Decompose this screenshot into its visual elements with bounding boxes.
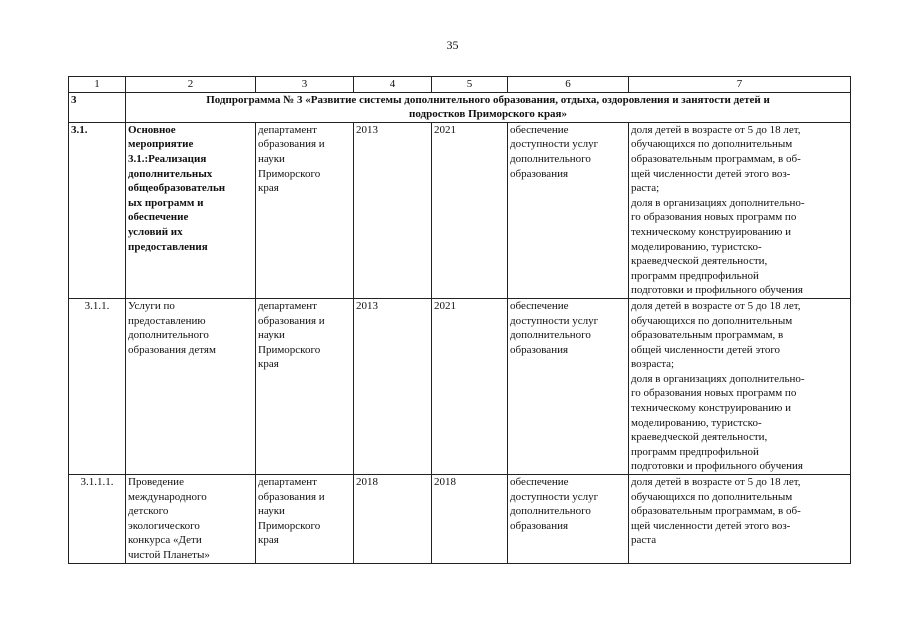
activity-name-line: условий их: [128, 225, 183, 238]
subprogram-title-line: подростков Приморского края»: [408, 108, 568, 121]
indicator-line: образовательным программам, в об-: [631, 505, 801, 518]
executor-line: науки: [258, 329, 285, 342]
activity-name-line: предоставлению: [128, 314, 206, 327]
expected-result: [508, 298, 629, 474]
end-year: 2018: [432, 475, 508, 564]
column-header: 2: [126, 77, 256, 93]
start-year: 2013: [354, 298, 432, 474]
activity-name-line: конкурса «Дети: [128, 534, 202, 547]
executor: [256, 122, 354, 298]
indicator-line: доля детей в возрасте от 5 до 18 лет,: [631, 299, 801, 312]
row-number: 3.1.: [69, 122, 126, 298]
activity-name-line: 3.1.:Реализация: [128, 152, 207, 165]
indicator-line: доля в организациях дополнительно-: [631, 196, 805, 209]
executor-line: Приморского: [258, 167, 321, 180]
indicator-line: раста: [631, 534, 657, 547]
executor-line: департамент: [258, 123, 317, 136]
indicator-line: щей численности детей этого воз-: [631, 519, 791, 532]
subprogram-title: [126, 92, 851, 122]
executor-line: образования и: [258, 138, 325, 151]
activity-name: [126, 122, 256, 298]
executor-line: Приморского: [258, 343, 321, 356]
activity-name-line: образования детям: [128, 343, 216, 356]
column-header: 3: [256, 77, 354, 93]
activity-name-line: Услуги по: [128, 299, 175, 312]
expected-result-line: обеспечение: [510, 299, 569, 312]
indicator-line: техническому конструированию и: [631, 225, 791, 238]
indicator-line: общей численности детей этого: [631, 343, 781, 356]
indicator-line: го образования новых программ по: [631, 211, 797, 224]
executor: [256, 475, 354, 564]
activity-name-line: дополнительного: [128, 329, 209, 342]
indicator-line: техническому конструированию и: [631, 402, 791, 415]
row-number: 3.1.1.: [69, 298, 126, 474]
expected-result-line: доступности услуг: [510, 314, 599, 327]
expected-result: [508, 475, 629, 564]
indicator-line: образовательным программам, в: [631, 329, 784, 342]
indicator-line: подготовки и профильного обучения: [631, 284, 803, 297]
indicator-line: краеведческой деятельности,: [631, 431, 768, 444]
expected-result-line: обеспечение: [510, 123, 569, 136]
activity-name-line: дополнительных: [128, 167, 213, 180]
indicator-line: краеведческой деятельности,: [631, 255, 768, 268]
activity-name: [126, 475, 256, 564]
activity-name-line: обеспечение: [128, 211, 189, 224]
activity-name-line: детского: [128, 505, 169, 518]
expected-result-line: дополнительного: [510, 329, 591, 342]
executor-line: края: [258, 358, 279, 371]
subprogram-row: [69, 92, 851, 122]
activity-name-line: Основное: [128, 123, 176, 136]
subprogram-title-line: Подпрограмма № 3 «Развитие системы дополнительного образования, отдыха, оздоровления и занятости детей и: [206, 93, 770, 106]
column-header-row: [69, 77, 851, 93]
expected-result-line: образования: [510, 343, 569, 356]
indicator-line: го образования новых программ по: [631, 387, 797, 400]
indicator-line: образовательным программам, в об-: [631, 152, 801, 165]
indicators: [629, 298, 851, 474]
indicator-line: возраста;: [631, 358, 675, 371]
indicator-line: обучающихся по дополнительным: [631, 138, 793, 151]
activity-name-line: Проведение: [128, 476, 184, 489]
table-row: [69, 298, 851, 474]
indicator-line: программ предпрофильной: [631, 269, 759, 282]
activity-name-line: общеобразовательн: [128, 182, 226, 195]
executor-line: образования и: [258, 490, 325, 503]
executor-line: Приморского: [258, 519, 321, 532]
activity-name-line: международного: [128, 490, 207, 503]
executor-line: науки: [258, 505, 285, 518]
column-header: 4: [354, 77, 432, 93]
indicator-line: обучающихся по дополнительным: [631, 490, 793, 503]
expected-result-line: обеспечение: [510, 476, 569, 489]
end-year: 2021: [432, 122, 508, 298]
indicator-line: доля в организациях дополнительно-: [631, 372, 805, 385]
expected-result-line: дополнительного: [510, 152, 591, 165]
activity-name-line: мероприятие: [128, 138, 194, 151]
indicator-line: подготовки и профильного обучения: [631, 460, 803, 473]
indicator-line: щей численности детей этого воз-: [631, 167, 791, 180]
indicator-line: обучающихся по дополнительным: [631, 314, 793, 327]
expected-result: [508, 122, 629, 298]
row-number: 3.1.1.1.: [69, 475, 126, 564]
column-header: 5: [432, 77, 508, 93]
executor-line: края: [258, 182, 279, 195]
executor-line: департамент: [258, 476, 317, 489]
executor-line: образования и: [258, 314, 325, 327]
indicator-line: доля детей в возрасте от 5 до 18 лет,: [631, 476, 801, 489]
expected-result-line: доступности услуг: [510, 490, 599, 503]
subprogram-number: 3: [69, 92, 126, 122]
activity-name-line: предоставления: [128, 240, 208, 253]
expected-result-line: доступности услуг: [510, 138, 599, 151]
activity-name-line: чистой Планеты»: [128, 549, 210, 561]
activity-name-line: экологического: [128, 519, 200, 532]
executor-line: департамент: [258, 299, 317, 312]
indicators: [629, 122, 851, 298]
indicator-line: раста;: [631, 182, 660, 195]
indicators: [629, 475, 851, 564]
program-table: [68, 76, 851, 564]
column-header: 6: [508, 77, 629, 93]
expected-result-line: дополнительного: [510, 505, 591, 518]
end-year: 2021: [432, 298, 508, 474]
indicator-line: программ предпрофильной: [631, 445, 759, 458]
indicator-line: моделированию, туристско-: [631, 416, 762, 429]
table-row: [69, 122, 851, 298]
activity-name: [126, 298, 256, 474]
column-header: 1: [69, 77, 126, 93]
page-number: 35: [446, 38, 459, 52]
column-header: 7: [629, 77, 851, 93]
executor: [256, 298, 354, 474]
start-year: 2018: [354, 475, 432, 564]
executor-line: края: [258, 534, 279, 547]
table-row: [69, 475, 851, 564]
indicator-line: моделированию, туристско-: [631, 240, 762, 253]
expected-result-line: образования: [510, 167, 569, 180]
activity-name-line: ых программ и: [128, 196, 204, 209]
executor-line: науки: [258, 152, 285, 165]
indicator-line: доля детей в возрасте от 5 до 18 лет,: [631, 123, 801, 136]
expected-result-line: образования: [510, 519, 569, 532]
start-year: 2013: [354, 122, 432, 298]
